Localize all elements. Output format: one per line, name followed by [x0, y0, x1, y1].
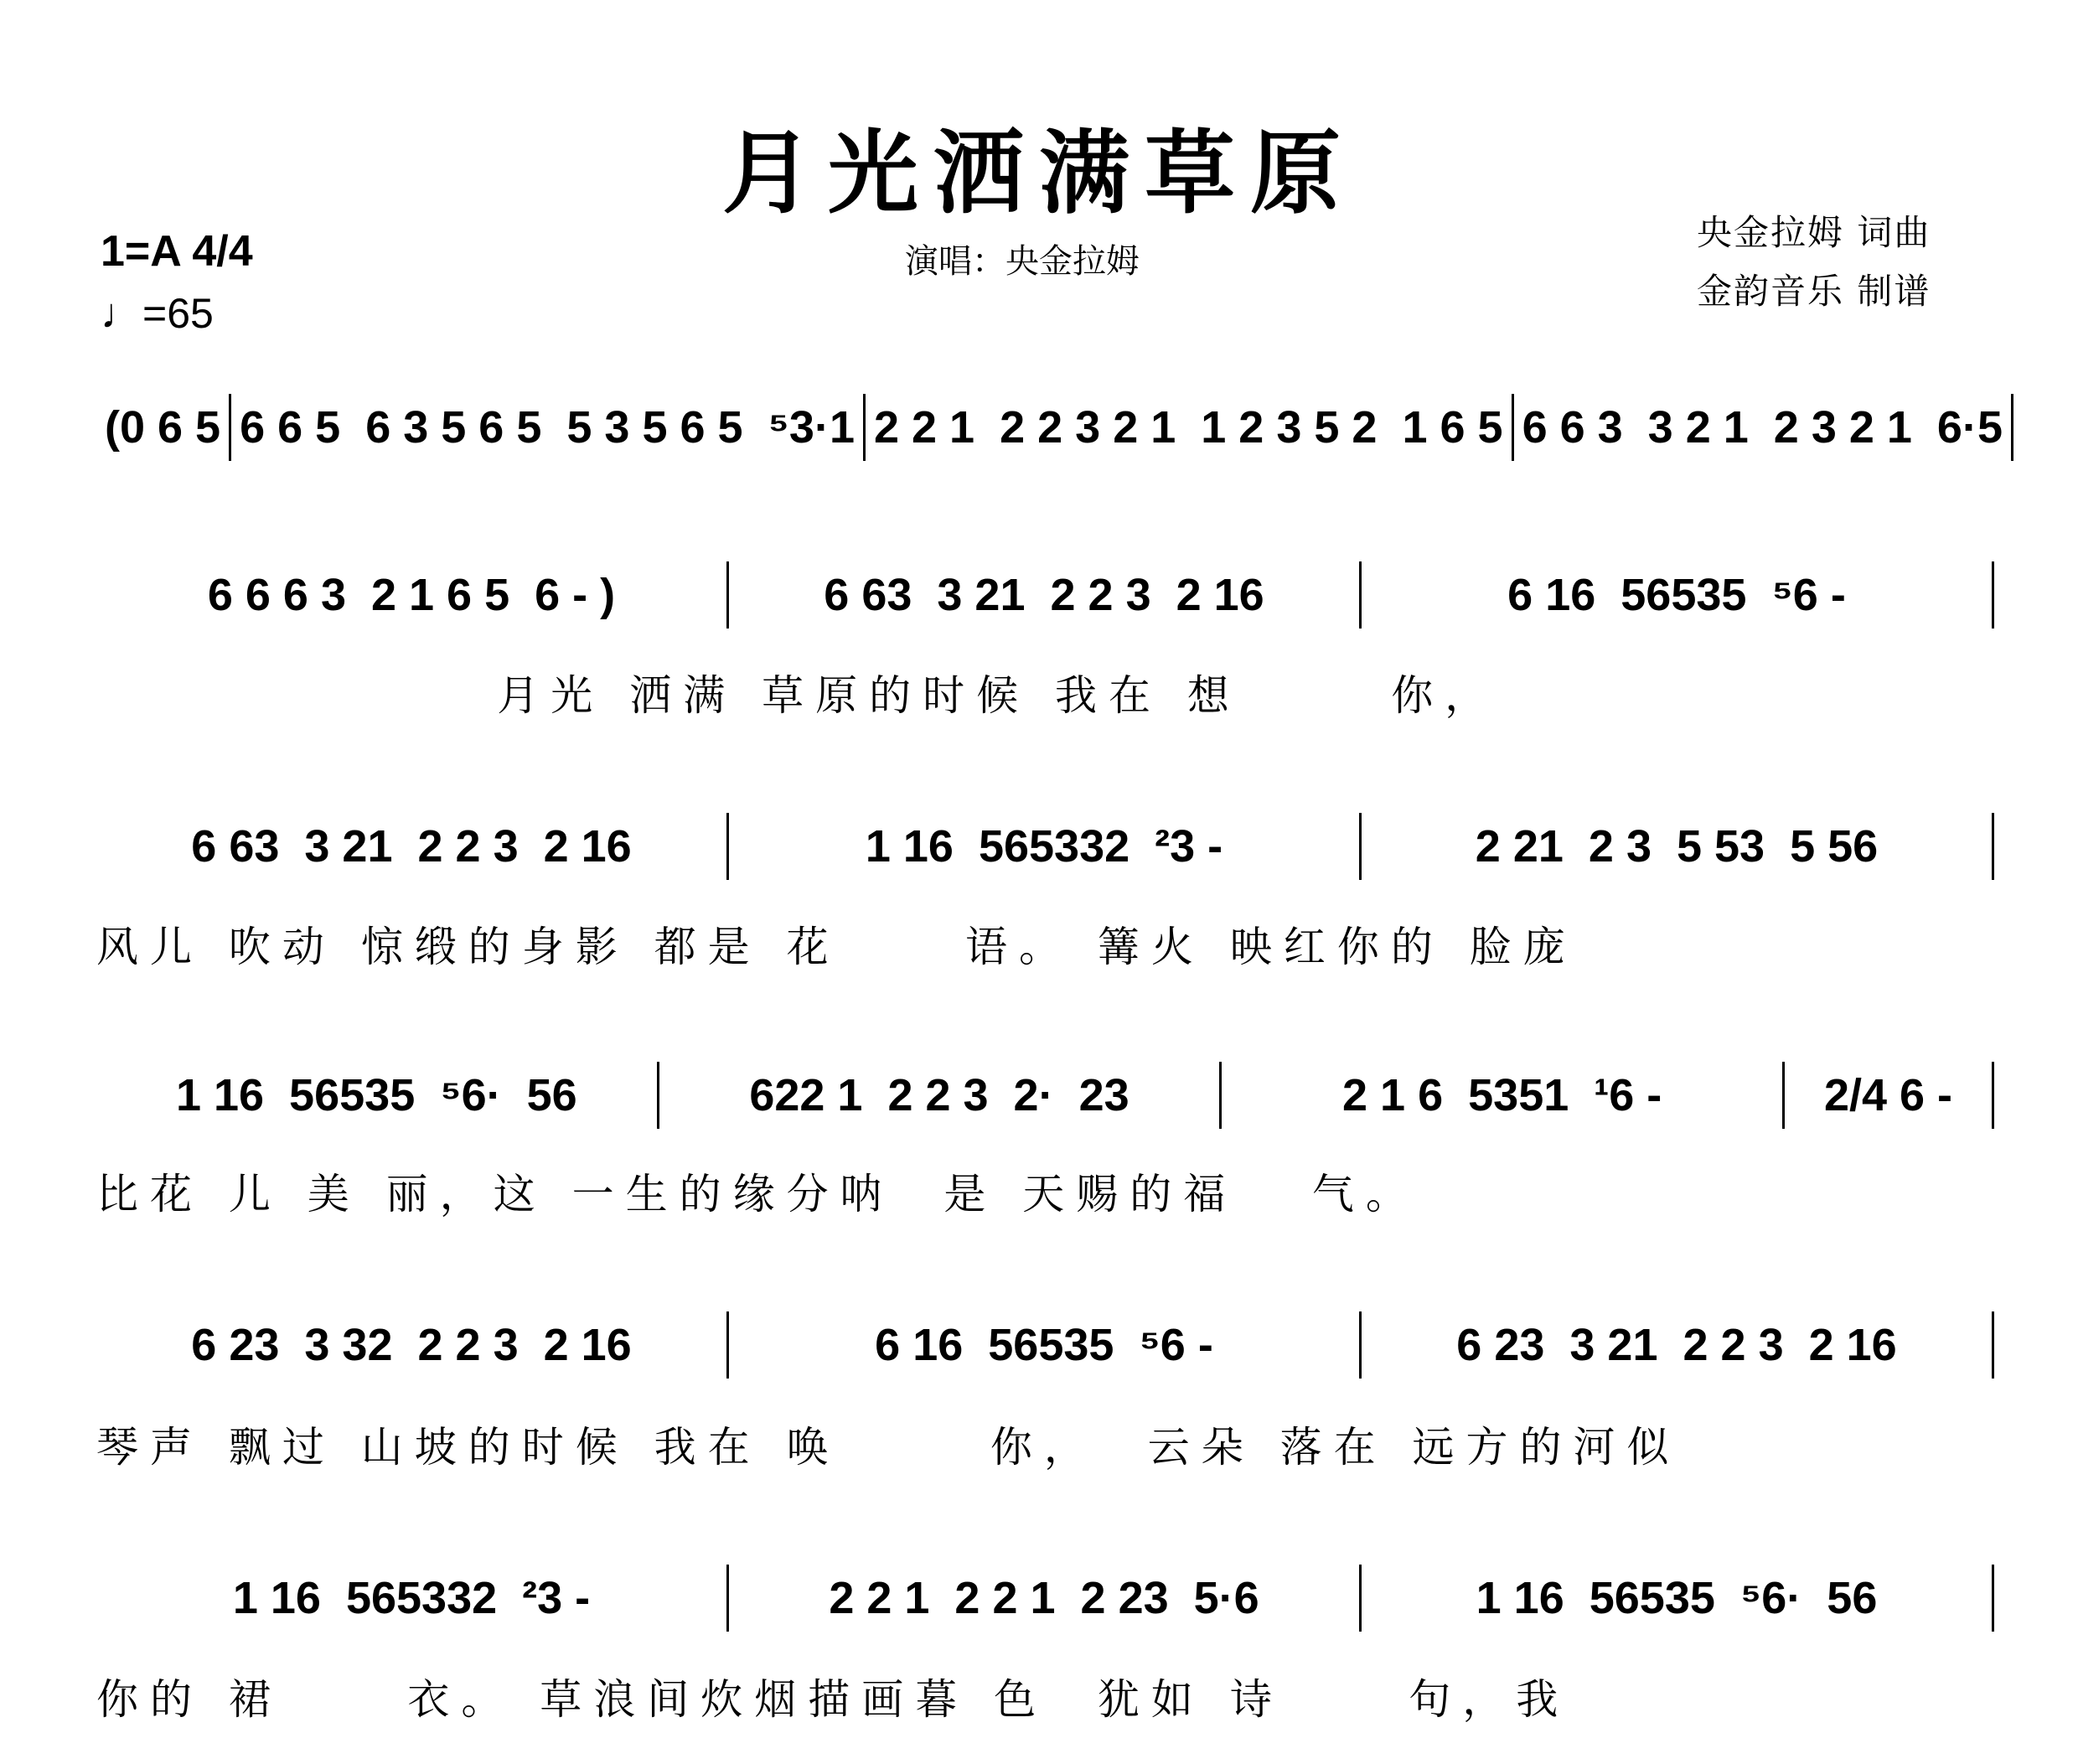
measure: 6 23 3 21 2 2 3 2 16: [1362, 1311, 1994, 1379]
lyrics-line: 月光 洒满 草原的时候 我在 想 你，: [96, 671, 1499, 720]
singer-credit: 演唱：央金拉姆: [905, 242, 1140, 281]
song-title: 月光洒满草原: [721, 121, 1356, 226]
measure: 2 2 1 2 2 3 2 1 1 2 3 5 2 1 6 5: [866, 394, 1514, 461]
measure: 6 16 56535 ⁵6 -: [729, 1311, 1362, 1379]
score-system: [96, 1058, 1994, 1133]
lyrics-line: 你的 裙 衣。 草浪间炊烟描画暮 色 犹如 诗 句，我: [96, 1675, 1570, 1724]
measure: 6 6 3 3 2 1 2 3 2 1 6·5: [1514, 394, 2013, 461]
measure: 6 63 3 21 2 2 3 2 16: [729, 561, 1362, 629]
lyrics-line: 风儿 吹动 惊缎的身影 都是 花 语。 篝火 映红你的 脸庞: [96, 923, 1577, 971]
score-system: [96, 1307, 1994, 1383]
measure: 2 1 6 5351 ¹6 -: [1222, 1062, 1785, 1129]
score-system: [96, 390, 2003, 465]
tempo-marking: ♩=65: [101, 290, 214, 337]
measure: 6 6 5 6 3 5 6 5 5 3 5 6 5 ⁵3·1: [231, 394, 866, 461]
measure: 6 6 6 3 2 1 6 5 6 - ): [96, 561, 729, 629]
score-system: [96, 1560, 1994, 1636]
key-signature: 1=A 4/4: [101, 227, 253, 276]
composer-credit: 央金拉姆 词曲: [1697, 212, 1931, 253]
measure: 6 23 3 32 2 2 3 2 16: [96, 1311, 729, 1379]
measure: 1 16 565332 ²3 -: [96, 1565, 729, 1632]
measure: 1 16 56535 ⁵6· 56: [1362, 1565, 1994, 1632]
measure: 1 16 56535 ⁵6· 56: [96, 1062, 659, 1129]
measure: 6 63 3 21 2 2 3 2 16: [96, 813, 729, 880]
measure: 1 16 565332 ²3 -: [729, 813, 1362, 880]
score-system: [96, 557, 1994, 633]
measure: (0 6 5: [96, 394, 231, 461]
measure: 6 16 56535 ⁵6 -: [1362, 561, 1994, 629]
arranger-credit: 金韵音乐 制谱: [1697, 271, 1931, 312]
lyrics-line: 比花 儿 美 丽，这 一生的缘分呐 是 天赐的福 气。: [96, 1170, 1419, 1218]
measure: 2/4 6 -: [1785, 1062, 1994, 1129]
lyrics-line: 琴声 飘过 山坡的时候 我在 唤 你， 云朵 落在 远方的河似: [96, 1423, 1681, 1472]
measure: 2 21 2 3 5 53 5 56: [1362, 813, 1994, 880]
score-system: [96, 809, 1994, 884]
measure: 2 2 1 2 2 1 2 23 5·6: [729, 1565, 1362, 1632]
measure: 622 1 2 2 3 2· 23: [659, 1062, 1223, 1129]
